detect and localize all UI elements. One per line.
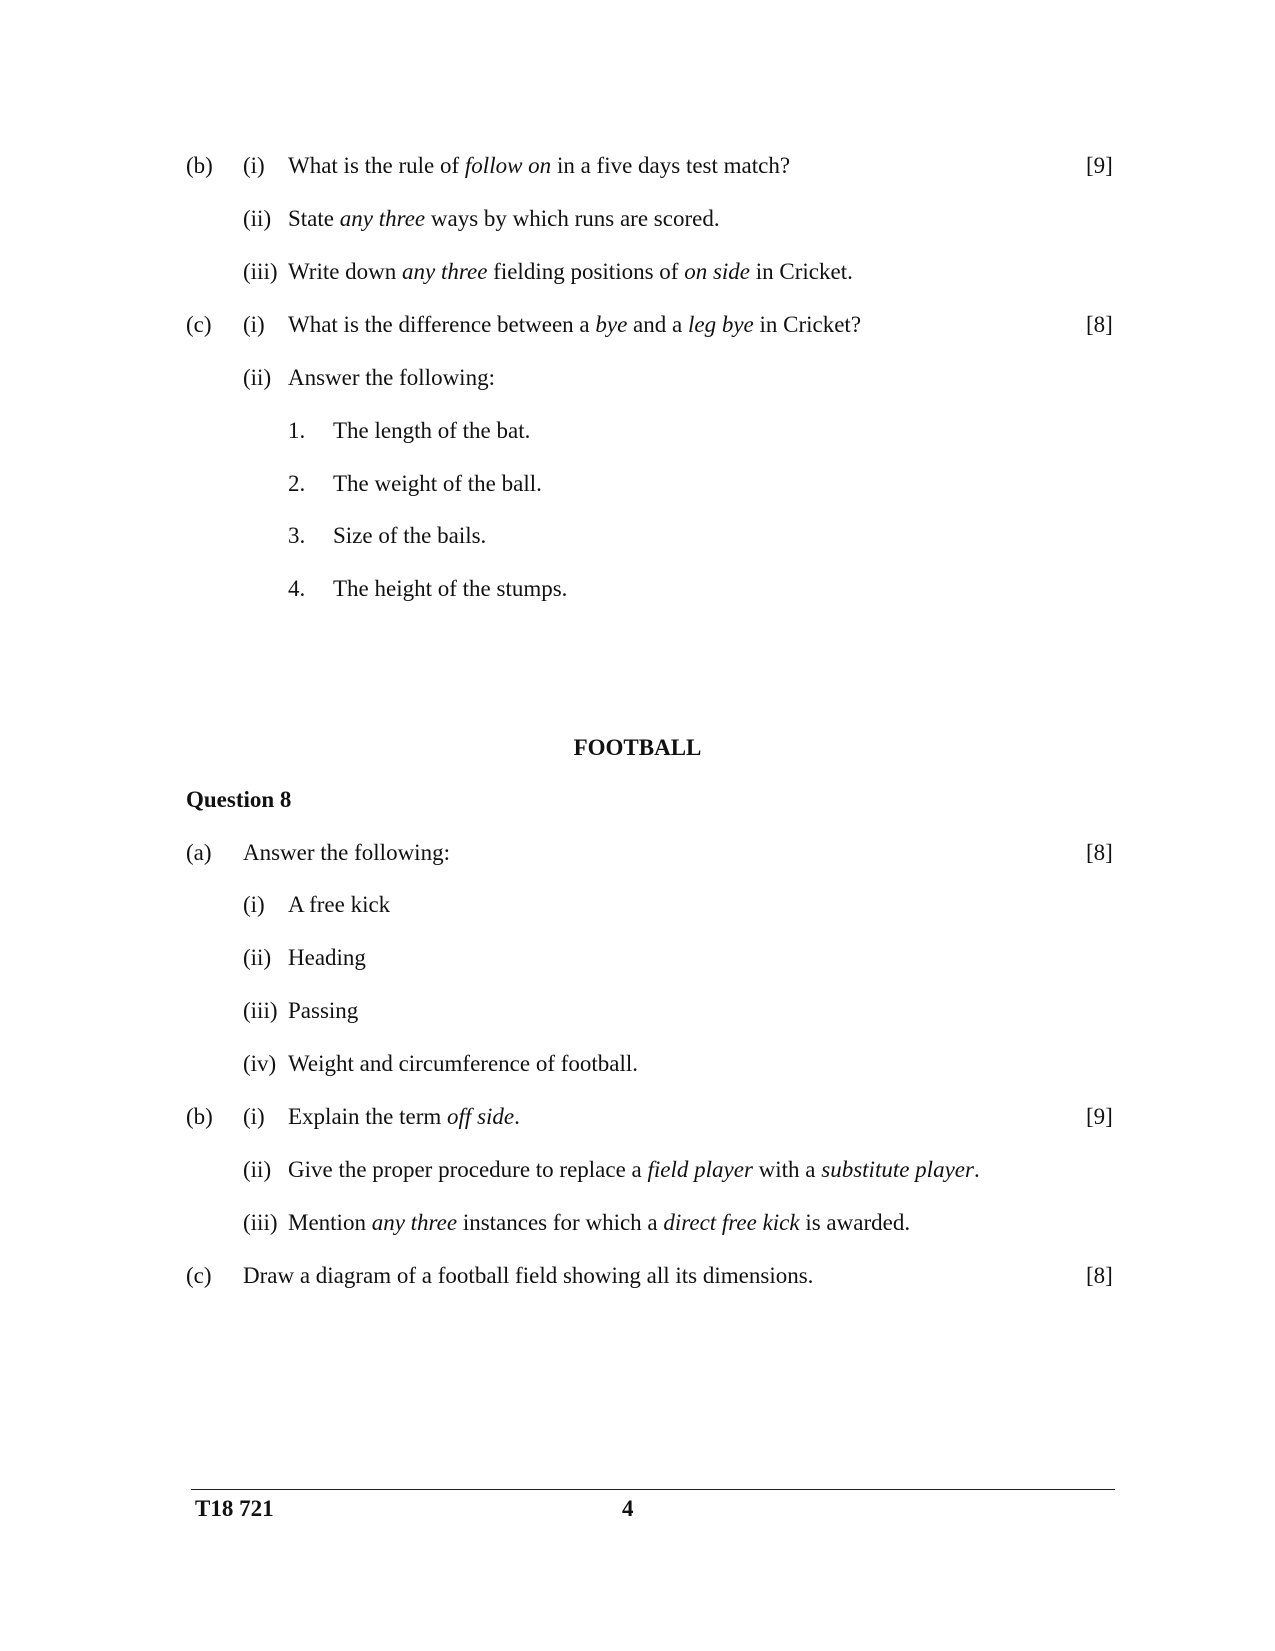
question-text: Write down any three fielding positions of on side in Cricket.	[288, 259, 853, 284]
question-text: Answer the following:	[288, 365, 495, 390]
marks-label: [9]	[1086, 1104, 1113, 1129]
list-item: A free kick	[288, 892, 391, 917]
part-label-b: (b)	[186, 153, 213, 178]
list-item: The length of the bat.	[333, 418, 531, 443]
paper-code: T18 721	[195, 1496, 274, 1521]
question-text: Give the proper procedure to replace a field player with a substitute player.	[288, 1157, 980, 1182]
list-item: Size of the bails.	[333, 523, 487, 548]
question-text: Explain the term off side.	[288, 1104, 520, 1129]
page-number: 4	[622, 1496, 634, 1521]
list-item: Passing	[288, 998, 359, 1023]
marks-label: [8]	[1086, 840, 1113, 865]
marks-label: [8]	[1086, 1263, 1113, 1288]
subpart-label-ii: (ii)	[243, 945, 272, 970]
list-item: Heading	[288, 945, 366, 970]
question-text: What is the rule of follow on in a five days test match?	[288, 153, 791, 178]
part-label-b: (b)	[186, 1104, 213, 1129]
question-title: Question 8	[186, 787, 292, 812]
footer-rule	[191, 1489, 1115, 1490]
part-label-c: (c)	[186, 1263, 212, 1288]
question-text: State any three ways by which runs are scored.	[288, 206, 720, 231]
list-item-number: 2.	[288, 471, 306, 496]
marks-label: [8]	[1086, 312, 1113, 337]
subpart-label-iii: (iii)	[243, 1210, 278, 1235]
subpart-label-iii: (iii)	[243, 259, 278, 284]
list-item: The weight of the ball.	[333, 471, 542, 496]
list-item-number: 1.	[288, 418, 306, 443]
list-item: The height of the stumps.	[333, 576, 568, 601]
section-heading: FOOTBALL	[573, 735, 702, 760]
subpart-label-i: (i)	[243, 1104, 265, 1129]
question-text: Mention any three instances for which a direct free kick is awarded.	[288, 1210, 911, 1235]
subpart-label-ii: (ii)	[243, 1157, 272, 1182]
subpart-label-i: (i)	[243, 892, 265, 917]
list-item-number: 4.	[288, 576, 306, 601]
subpart-label-ii: (ii)	[243, 365, 272, 390]
marks-label: [9]	[1086, 153, 1113, 178]
question-text: What is the difference between a bye and a leg bye in Cricket?	[288, 312, 862, 337]
question-text: Draw a diagram of a football field showing all its dimensions.	[243, 1263, 814, 1288]
subpart-label-ii: (ii)	[243, 206, 272, 231]
list-item-number: 3.	[288, 523, 306, 548]
subpart-label-iii: (iii)	[243, 998, 278, 1023]
subpart-label-i: (i)	[243, 312, 265, 337]
part-label-a: (a)	[186, 840, 212, 865]
subpart-label-i: (i)	[243, 153, 265, 178]
part-label-c: (c)	[186, 312, 212, 337]
list-item: Weight and circumference of football.	[288, 1051, 639, 1076]
subpart-label-iv: (iv)	[243, 1051, 277, 1076]
question-text: Answer the following:	[243, 840, 450, 865]
